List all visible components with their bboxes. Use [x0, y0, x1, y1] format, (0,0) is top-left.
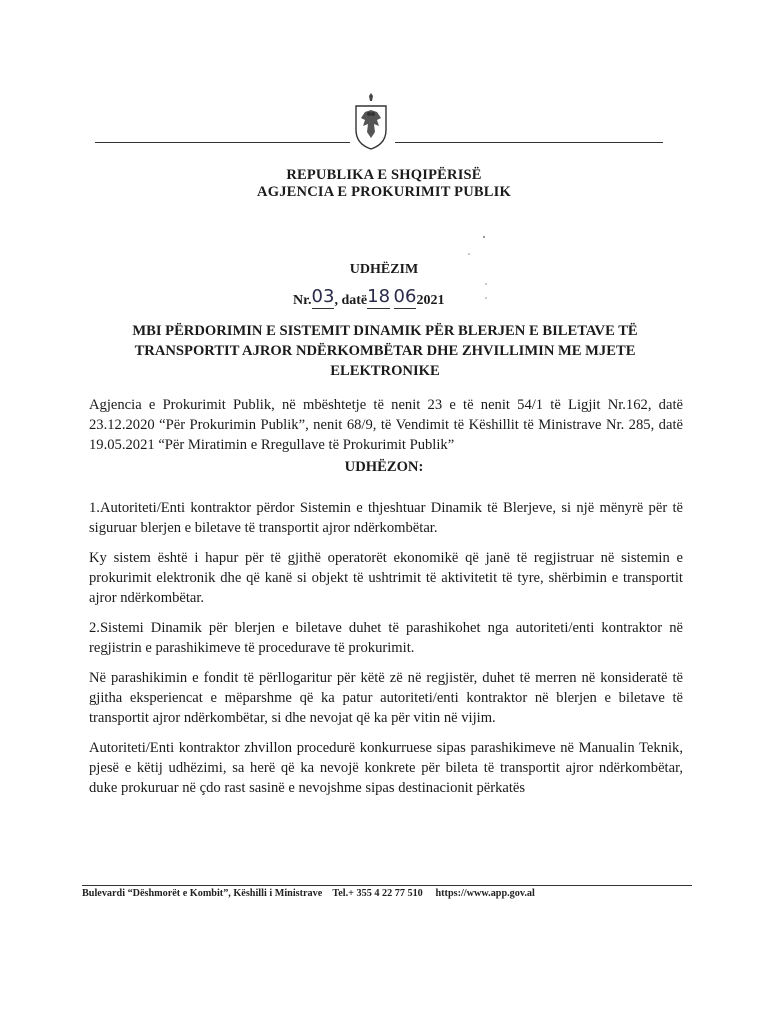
document-type: UDHËZIM: [349, 262, 419, 277]
paragraph-3: 2.Sistemi Dinamik për blerjen e biletave duhet të parashikohet nga autoriteti/enti kontraktor në regjistrin e parashikimeve të procedurave të prokurimit.: [89, 620, 683, 656]
date-year: 2021: [416, 293, 445, 308]
nr-prefix: Nr.: [293, 293, 312, 308]
intro-paragraph: Agjencia e Prokurimit Publik, në mbështetje të nenit 23 e të nenit 54/1 të Ligjit Nr.162, datë 23.12.2020 “Për Prokurimin Publik”, nenit 68/9, të Vendimit të Këshillit të Ministrave Nr. 285, datë 19.05.2021 “Për Miratimin e Rregullave të Prokurimit Publik”: [89, 397, 683, 453]
footer-phone: Tel.+ 355 4 22 77 510: [332, 888, 423, 899]
paragraph-1: 1.Autoriteti/Enti kontraktor përdor Sistemin e thjeshtuar Dinamik të Blerjeve, si një mënyrë për të siguruar blerjen e biletave të transportit ajror ndërkombëtar.: [89, 500, 683, 536]
date-day: 18: [367, 286, 391, 307]
country-name: REPUBLIKA E SHQIPËRISË: [286, 167, 482, 183]
agency-name: AGJENCIA E PROKURIMIT PUBLIK: [257, 184, 511, 200]
subject-line: MBI PËRDORIMIN E SISTEMIT DINAMIK PËR BLERJEN E BILETAVE TË: [132, 323, 638, 339]
footer-website: https://www.app.gov.al: [435, 888, 535, 899]
subject-line: TRANSPORTIT AJROR NDËRKOMBËTAR DHE ZHVILLIMIN ME MJETE: [134, 343, 636, 359]
paragraph-5: Autoriteti/Enti kontraktor zhvillon procedurë konkurruese sipas parashikimeve në Manualin Teknik, pjesë e këtij udhëzimi, sa herë që ka nevojë konkrete për bileta të transportit ajror ndërkombëtar, duke prokuruar në çdo rast sasinë e nevojshme sipas destinacionit përkatës: [89, 740, 683, 796]
date-prefix: , datë: [334, 293, 368, 308]
directive-heading: UDHËZON:: [344, 459, 424, 475]
footer-address: Bulevardi “Dëshmorët e Kombit”, Këshilli i Ministrave: [82, 888, 323, 899]
paragraph-2: Ky sistem është i hapur për të gjithë operatorët ekonomikë që janë të regjistruar në sistemin e prokurimit elektronik dhe që kanë si objekt të ushtrimit të aktivitetit të tyre, shërbimin e transportit ajror ndërkombëtar.: [89, 550, 683, 606]
paragraph-4: Në parashikimin e fondit të përllogaritur për këtë zë në regjistër, duhet të merren në konsideratë të gjitha eksperiencat e mëparshme që ka patur autoriteti/enti kontraktor në blerjen e biletave të transportit ajror ndërkombëtar, si dhe nevojat që ka për vitin në vijim.: [89, 670, 683, 726]
date-month: 06: [393, 286, 417, 307]
subject-line: ELEKTRONIKE: [330, 363, 440, 379]
nr-value: 03: [311, 286, 335, 307]
